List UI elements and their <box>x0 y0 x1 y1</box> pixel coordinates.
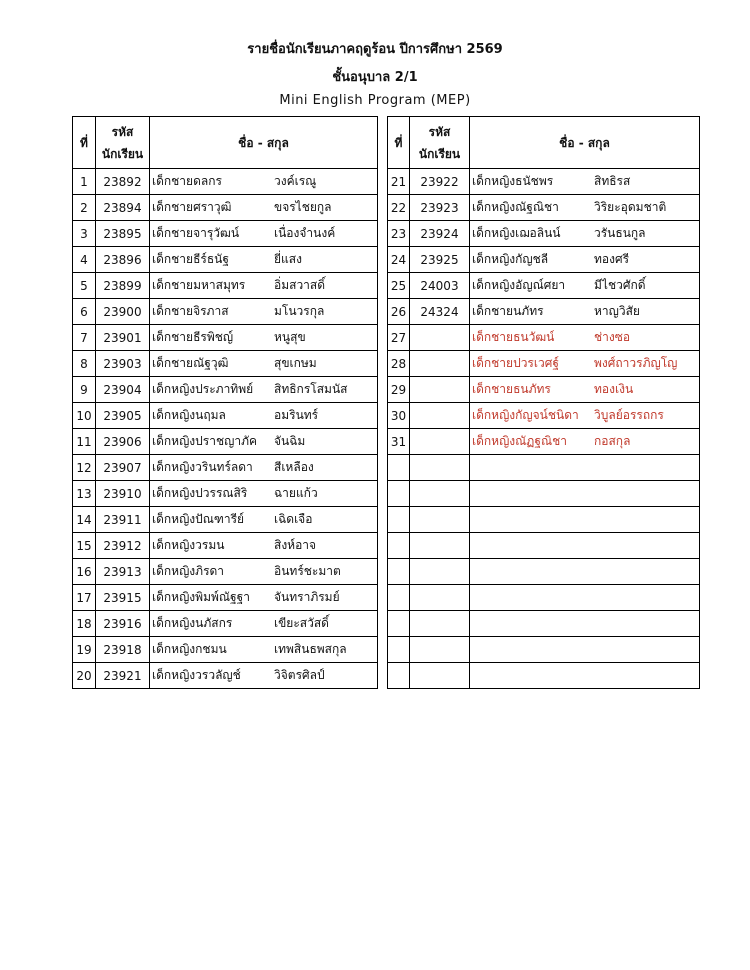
student-code <box>410 377 470 403</box>
student-code: 23916 <box>96 611 150 637</box>
first-name: เด็กหญิงพิมพ์ณัฐฐา <box>152 590 250 604</box>
table-row <box>73 507 378 533</box>
first-name: เด็กหญิงเฌอลินน์ <box>472 226 561 240</box>
student-code <box>410 325 470 351</box>
last-name: สีเหลือง <box>274 460 314 474</box>
table-row <box>73 611 378 637</box>
student-name <box>470 247 700 273</box>
student-name <box>150 481 378 507</box>
last-name: มโนวรกุล <box>274 304 325 318</box>
student-name <box>150 325 378 351</box>
student-name <box>150 351 378 377</box>
table-row <box>388 299 700 325</box>
table-row <box>388 403 700 429</box>
table-row <box>73 377 378 403</box>
row-number: 4 <box>73 247 96 273</box>
first-name: เด็กหญิงกชมน <box>152 642 227 656</box>
student-code: 23892 <box>96 169 150 195</box>
student-code: 23924 <box>410 221 470 247</box>
first-name: เด็กหญิงวรินทร์ลดา <box>152 460 253 474</box>
row-number: 11 <box>73 429 96 455</box>
first-name: เด็กหญิงนภัสกร <box>152 616 233 630</box>
row-number: 31 <box>388 429 410 455</box>
row-number: 21 <box>388 169 410 195</box>
last-name: ฉายแก้ว <box>274 486 318 500</box>
last-name: วงค์เรณู <box>274 174 317 188</box>
first-name: เด็กหญิงประภาทิพย์ <box>152 382 254 396</box>
row-number <box>388 611 410 637</box>
table-row <box>73 429 378 455</box>
table-row <box>388 273 700 299</box>
first-name: เด็กชายจิรภาส <box>152 304 229 318</box>
student-name <box>470 637 700 663</box>
table-row <box>73 169 378 195</box>
row-number: 1 <box>73 169 96 195</box>
table-row <box>73 585 378 611</box>
student-code <box>410 351 470 377</box>
row-number: 15 <box>73 533 96 559</box>
student-name <box>150 169 378 195</box>
header-name: ชื่อ - สกุล <box>150 117 378 169</box>
row-number: 3 <box>73 221 96 247</box>
student-code: 23925 <box>410 247 470 273</box>
table-row <box>388 585 700 611</box>
student-code <box>410 585 470 611</box>
last-name: สิงห์อาจ <box>274 538 317 552</box>
student-name <box>150 403 378 429</box>
student-code: 23911 <box>96 507 150 533</box>
student-code: 24003 <box>410 273 470 299</box>
first-name: เด็กชายจารุวัฒน์ <box>152 226 240 240</box>
table-row <box>73 637 378 663</box>
header-code-bottom: นักเรียน <box>418 146 461 161</box>
table-row <box>73 559 378 585</box>
row-number: 13 <box>73 481 96 507</box>
student-code <box>410 533 470 559</box>
row-number: 20 <box>73 663 96 689</box>
row-number <box>388 507 410 533</box>
first-name: เด็กชายดลกร <box>152 174 222 188</box>
document-title: รายชื่อนักเรียนภาคฤดูร้อน ปีการศึกษา 2569 <box>247 42 503 57</box>
table-row <box>73 247 378 273</box>
student-code: 24324 <box>410 299 470 325</box>
last-name: อมรินทร์ <box>274 408 319 422</box>
row-number: 6 <box>73 299 96 325</box>
last-name: ยี่แสง <box>274 252 302 266</box>
student-table-left <box>72 116 378 689</box>
student-code: 23894 <box>96 195 150 221</box>
student-code: 23895 <box>96 221 150 247</box>
last-name: เฉิดเจือ <box>274 512 313 526</box>
table-row <box>388 195 700 221</box>
student-name <box>150 663 378 689</box>
row-number: 2 <box>73 195 96 221</box>
student-name <box>150 299 378 325</box>
student-code: 23913 <box>96 559 150 585</box>
student-name <box>470 299 700 325</box>
student-name <box>470 403 700 429</box>
last-name: ช่างซอ <box>594 330 631 344</box>
student-name <box>150 559 378 585</box>
row-number <box>388 559 410 585</box>
table-row <box>388 611 700 637</box>
student-name <box>470 221 700 247</box>
table-row <box>73 195 378 221</box>
student-name <box>150 429 378 455</box>
last-name: เขียะสวัสดิ์ <box>274 616 329 630</box>
row-number: 5 <box>73 273 96 299</box>
student-code: 23905 <box>96 403 150 429</box>
first-name: เด็กหญิงวรวลัญช์ <box>152 668 241 682</box>
student-name <box>470 195 700 221</box>
student-name <box>470 325 700 351</box>
first-name: เด็กหญิงธนัชพร <box>472 174 554 188</box>
first-name: เด็กหญิงณัฐณิชา <box>472 200 559 214</box>
row-number: 12 <box>73 455 96 481</box>
last-name: หาญวิสัย <box>594 304 640 318</box>
header-no: ที่ <box>388 117 410 169</box>
student-code <box>410 403 470 429</box>
student-code: 23923 <box>410 195 470 221</box>
student-code: 23903 <box>96 351 150 377</box>
row-number: 19 <box>73 637 96 663</box>
row-number: 9 <box>73 377 96 403</box>
student-code: 23910 <box>96 481 150 507</box>
table-row <box>388 351 700 377</box>
row-number: 28 <box>388 351 410 377</box>
student-name <box>470 169 700 195</box>
first-name: เด็กหญิงณัฏฐณิชา <box>472 434 567 448</box>
student-name <box>470 533 700 559</box>
last-name: ขจรไชยกูล <box>274 200 332 214</box>
student-code: 23915 <box>96 585 150 611</box>
student-code: 23896 <box>96 247 150 273</box>
student-name <box>150 377 378 403</box>
student-code: 23912 <box>96 533 150 559</box>
last-name: จันฉิม <box>274 434 306 448</box>
table-row <box>388 221 700 247</box>
last-name: วิริยะอุดมชาติ <box>594 200 667 214</box>
student-code: 23907 <box>96 455 150 481</box>
row-number <box>388 663 410 689</box>
first-name: เด็กหญิงปราชญาภัค <box>152 434 257 448</box>
student-code: 23904 <box>96 377 150 403</box>
header-name: ชื่อ - สกุล <box>470 117 700 169</box>
student-code: 23906 <box>96 429 150 455</box>
last-name: หนูสุข <box>274 330 306 344</box>
last-name: กอสกุล <box>594 434 631 448</box>
row-number <box>388 481 410 507</box>
table-row <box>388 663 700 689</box>
student-name <box>470 455 700 481</box>
row-number: 8 <box>73 351 96 377</box>
table-row <box>73 663 378 689</box>
last-name: อินทร์ชะมาต <box>274 564 341 578</box>
table-row <box>73 403 378 429</box>
student-name <box>470 507 700 533</box>
student-code <box>410 429 470 455</box>
table-row <box>388 533 700 559</box>
last-name: พงศ์ถาวรภิญโญ <box>594 356 678 370</box>
student-code <box>410 481 470 507</box>
row-number: 26 <box>388 299 410 325</box>
row-number: 23 <box>388 221 410 247</box>
row-number: 27 <box>388 325 410 351</box>
student-name <box>470 585 700 611</box>
student-name <box>470 481 700 507</box>
table-row <box>388 169 700 195</box>
last-name: เนื่องจำนงค์ <box>274 226 336 240</box>
row-number <box>388 533 410 559</box>
last-name: สิทธิกรโสมนัส <box>274 382 348 396</box>
first-name: เด็กหญิงวรมน <box>152 538 225 552</box>
first-name: เด็กหญิงนฤมล <box>152 408 226 422</box>
row-number: 14 <box>73 507 96 533</box>
table-row <box>73 221 378 247</box>
first-name: เด็กหญิงภิรดา <box>152 564 225 578</box>
table-row <box>388 507 700 533</box>
student-code: 23899 <box>96 273 150 299</box>
last-name: วรันธนกูล <box>594 226 646 240</box>
row-number: 22 <box>388 195 410 221</box>
student-name <box>470 273 700 299</box>
table-row <box>388 559 700 585</box>
row-number: 29 <box>388 377 410 403</box>
student-code: 23921 <box>96 663 150 689</box>
student-code: 23900 <box>96 299 150 325</box>
row-number: 10 <box>73 403 96 429</box>
student-name <box>150 221 378 247</box>
first-name: เด็กชายศราวุฒิ <box>152 200 232 214</box>
last-name: สุขเกษม <box>274 356 317 370</box>
first-name: เด็กชายธนภัทร <box>472 382 551 396</box>
first-name: เด็กหญิงปัณฑารีย์ <box>152 512 245 526</box>
first-name: เด็กหญิงกัญจน์ชนิดา <box>472 408 579 422</box>
student-name <box>150 637 378 663</box>
table-row <box>388 247 700 273</box>
row-number: 17 <box>73 585 96 611</box>
last-name: ทองเงิน <box>594 382 634 396</box>
last-name: อิ่มสวาสดิ์ <box>274 278 326 292</box>
table-row <box>388 429 700 455</box>
student-name <box>470 559 700 585</box>
last-name: เทพสินธพสกุล <box>274 642 347 656</box>
last-name: สิทธิรส <box>594 174 631 188</box>
header-student-code <box>96 117 150 169</box>
header-code-bottom: นักเรียน <box>101 146 144 161</box>
student-name <box>470 377 700 403</box>
row-number: 24 <box>388 247 410 273</box>
student-code: 23922 <box>410 169 470 195</box>
student-name <box>150 195 378 221</box>
row-number: 16 <box>73 559 96 585</box>
first-name: เด็กชายนภัทร <box>472 304 544 318</box>
student-table-right <box>387 116 700 689</box>
student-code <box>410 663 470 689</box>
row-number <box>388 637 410 663</box>
row-number <box>388 455 410 481</box>
first-name: เด็กชายปวรเวศฐ์ <box>472 356 559 370</box>
student-code <box>410 559 470 585</box>
row-number: 25 <box>388 273 410 299</box>
header-code-top: รหัส <box>428 124 451 139</box>
row-number <box>388 585 410 611</box>
table-row <box>73 533 378 559</box>
table-row <box>388 377 700 403</box>
table-row <box>388 481 700 507</box>
row-number: 18 <box>73 611 96 637</box>
first-name: เด็กชายมหาสมุทร <box>152 278 246 292</box>
student-code <box>410 637 470 663</box>
class-level: ชั้นอนุบาล 2/1 <box>332 70 418 85</box>
last-name: วิบูลย์อรรถกร <box>594 408 664 422</box>
first-name: เด็กหญิงปวรรณสิริ <box>152 486 248 500</box>
student-code <box>410 455 470 481</box>
first-name: เด็กหญิงอัญณ์ศยา <box>472 278 566 292</box>
student-code: 23918 <box>96 637 150 663</box>
student-name <box>150 273 378 299</box>
student-name <box>470 429 700 455</box>
first-name: เด็กชายธนวัฒน์ <box>472 330 555 344</box>
table-row <box>388 637 700 663</box>
last-name: จันทราภิรมย์ <box>274 590 340 604</box>
table-row <box>73 351 378 377</box>
row-number: 7 <box>73 325 96 351</box>
student-name <box>470 663 700 689</box>
student-name <box>150 585 378 611</box>
table-row <box>388 455 700 481</box>
student-name <box>150 611 378 637</box>
student-name <box>150 507 378 533</box>
program-name: Mini English Program (MEP) <box>279 93 471 108</box>
table-row <box>73 481 378 507</box>
table-row <box>388 325 700 351</box>
student-code <box>410 611 470 637</box>
student-name <box>470 351 700 377</box>
first-name: เด็กชายณัฐวุฒิ <box>152 356 229 370</box>
student-code <box>410 507 470 533</box>
table-row <box>73 273 378 299</box>
last-name: มีไชวศักดิ์ <box>594 278 646 292</box>
student-name <box>470 611 700 637</box>
first-name: เด็กหญิงกัญชลี <box>472 252 549 266</box>
row-number: 30 <box>388 403 410 429</box>
student-name <box>150 533 378 559</box>
table-row <box>73 299 378 325</box>
student-name <box>150 455 378 481</box>
table-row <box>73 325 378 351</box>
last-name: วิจิตรศิลป์ <box>274 668 325 682</box>
header-code-top: รหัส <box>111 124 134 139</box>
first-name: เด็กชายธีรพิชญ์ <box>152 330 234 344</box>
table-row <box>73 455 378 481</box>
student-code: 23901 <box>96 325 150 351</box>
header-student-code <box>410 117 470 169</box>
first-name: เด็กชายธีร์ธนัฐ <box>152 252 229 266</box>
header-no: ที่ <box>73 117 96 169</box>
last-name: ทองศรี <box>594 252 630 266</box>
student-name <box>150 247 378 273</box>
